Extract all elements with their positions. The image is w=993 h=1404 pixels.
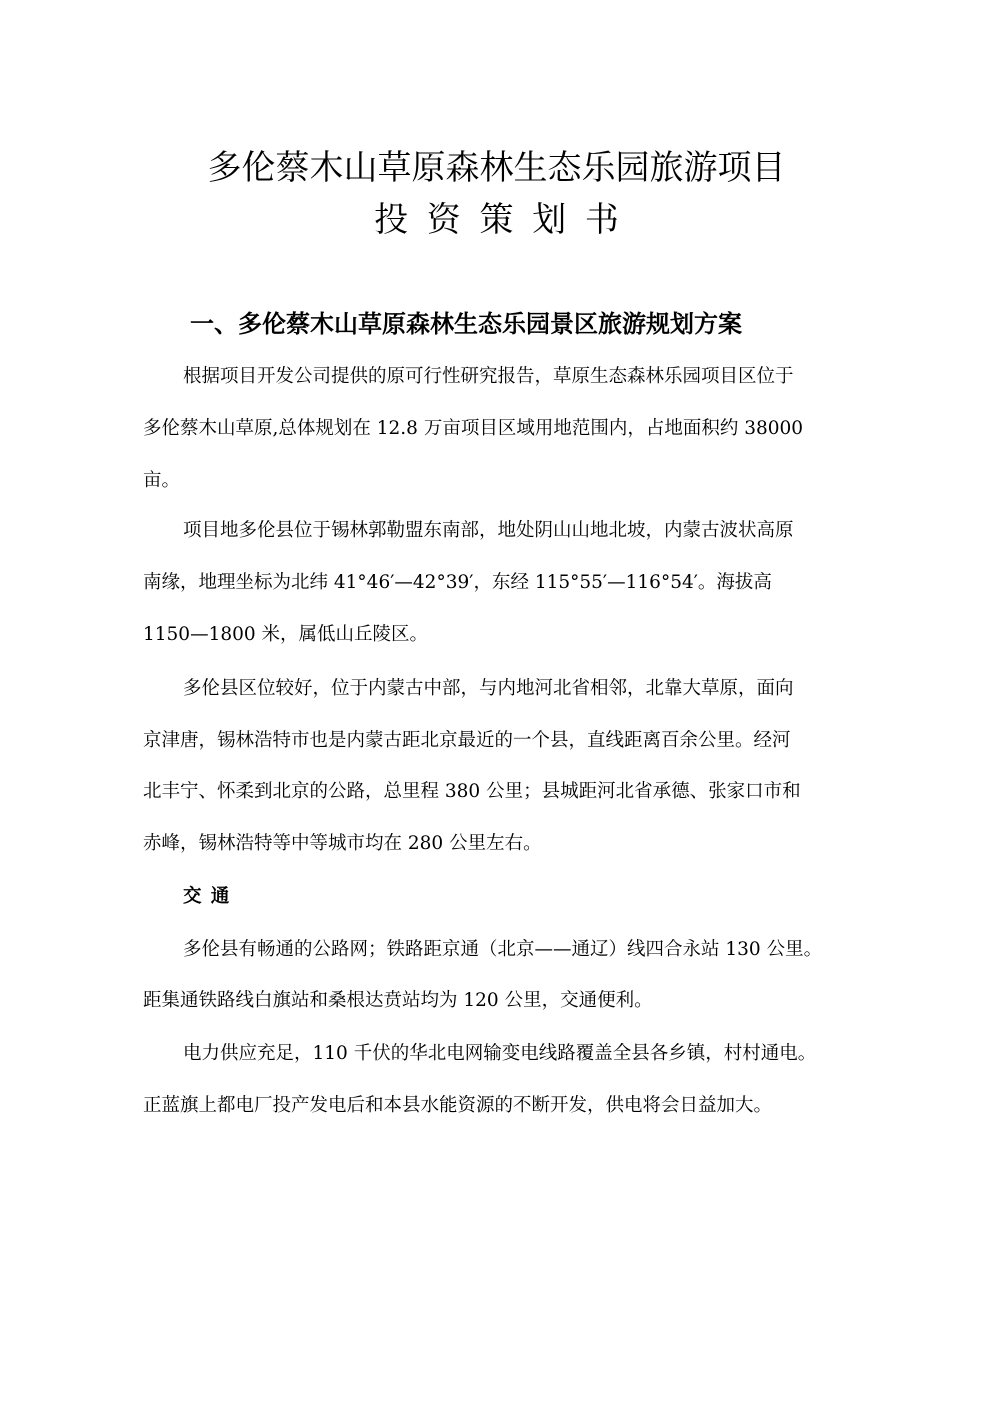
paragraph-line: 北丰宁、怀柔到北京的公路，总里程 380 公里；县城距河北省承德、张家口市和 xyxy=(143,781,801,802)
paragraph-line: 多伦蔡木山草原,总体规划在 12.8 万亩项目区域用地范围内，占地面积约 38000 xyxy=(143,418,804,439)
paragraph-line: 项目地多伦县位于锡林郭勒盟东南部，地处阴山山地北坡，内蒙古波状高原 xyxy=(183,520,794,541)
paragraph-line: 距集通铁路线白旗站和桑根达贲站均为 120 公里，交通便利。 xyxy=(143,990,653,1011)
paragraph-line: 京津唐，锡林浩特市也是内蒙古距北京最近的一个县，直线距离百余公里。经河 xyxy=(143,730,791,751)
paragraph-line: 电力供应充足，110 千伏的华北电网输变电线路覆盖全县各乡镇，村村通电。 xyxy=(183,1043,817,1064)
paragraph-line: 1150—1800 米，属低山丘陵区。 xyxy=(143,624,429,645)
traffic-subheading: 交通 xyxy=(183,886,239,907)
paragraph-line: 南缘，地理坐标为北纬 41°46′—42°39′，东经 115°55′—116°54′。海拔高 xyxy=(143,572,772,593)
paragraph-line: 根据项目开发公司提供的原可行性研究报告，草原生态森林乐园项目区位于 xyxy=(183,366,794,387)
document-title-line1: 多伦蔡木山草原森林生态乐园旅游项目 xyxy=(207,148,786,188)
document-title-line2: 投资策划书 xyxy=(374,200,638,240)
paragraph-line: 多伦县区位较好，位于内蒙古中部，与内地河北省相邻，北靠大草原，面向 xyxy=(183,678,794,699)
section-heading: 一、多伦蔡木山草原森林生态乐园景区旅游规划方案 xyxy=(190,310,742,338)
paragraph-line: 多伦县有畅通的公路网；铁路距京通（北京——通辽）线四合永站 130 公里。 xyxy=(183,939,823,960)
paragraph-line: 亩。 xyxy=(143,470,181,491)
paragraph-line: 正蓝旗上都电厂投产发电后和本县水能资源的不断开发，供电将会日益加大。 xyxy=(143,1095,773,1116)
paragraph-line: 赤峰，锡林浩特等中等城市均在 280 公里左右。 xyxy=(143,833,542,854)
